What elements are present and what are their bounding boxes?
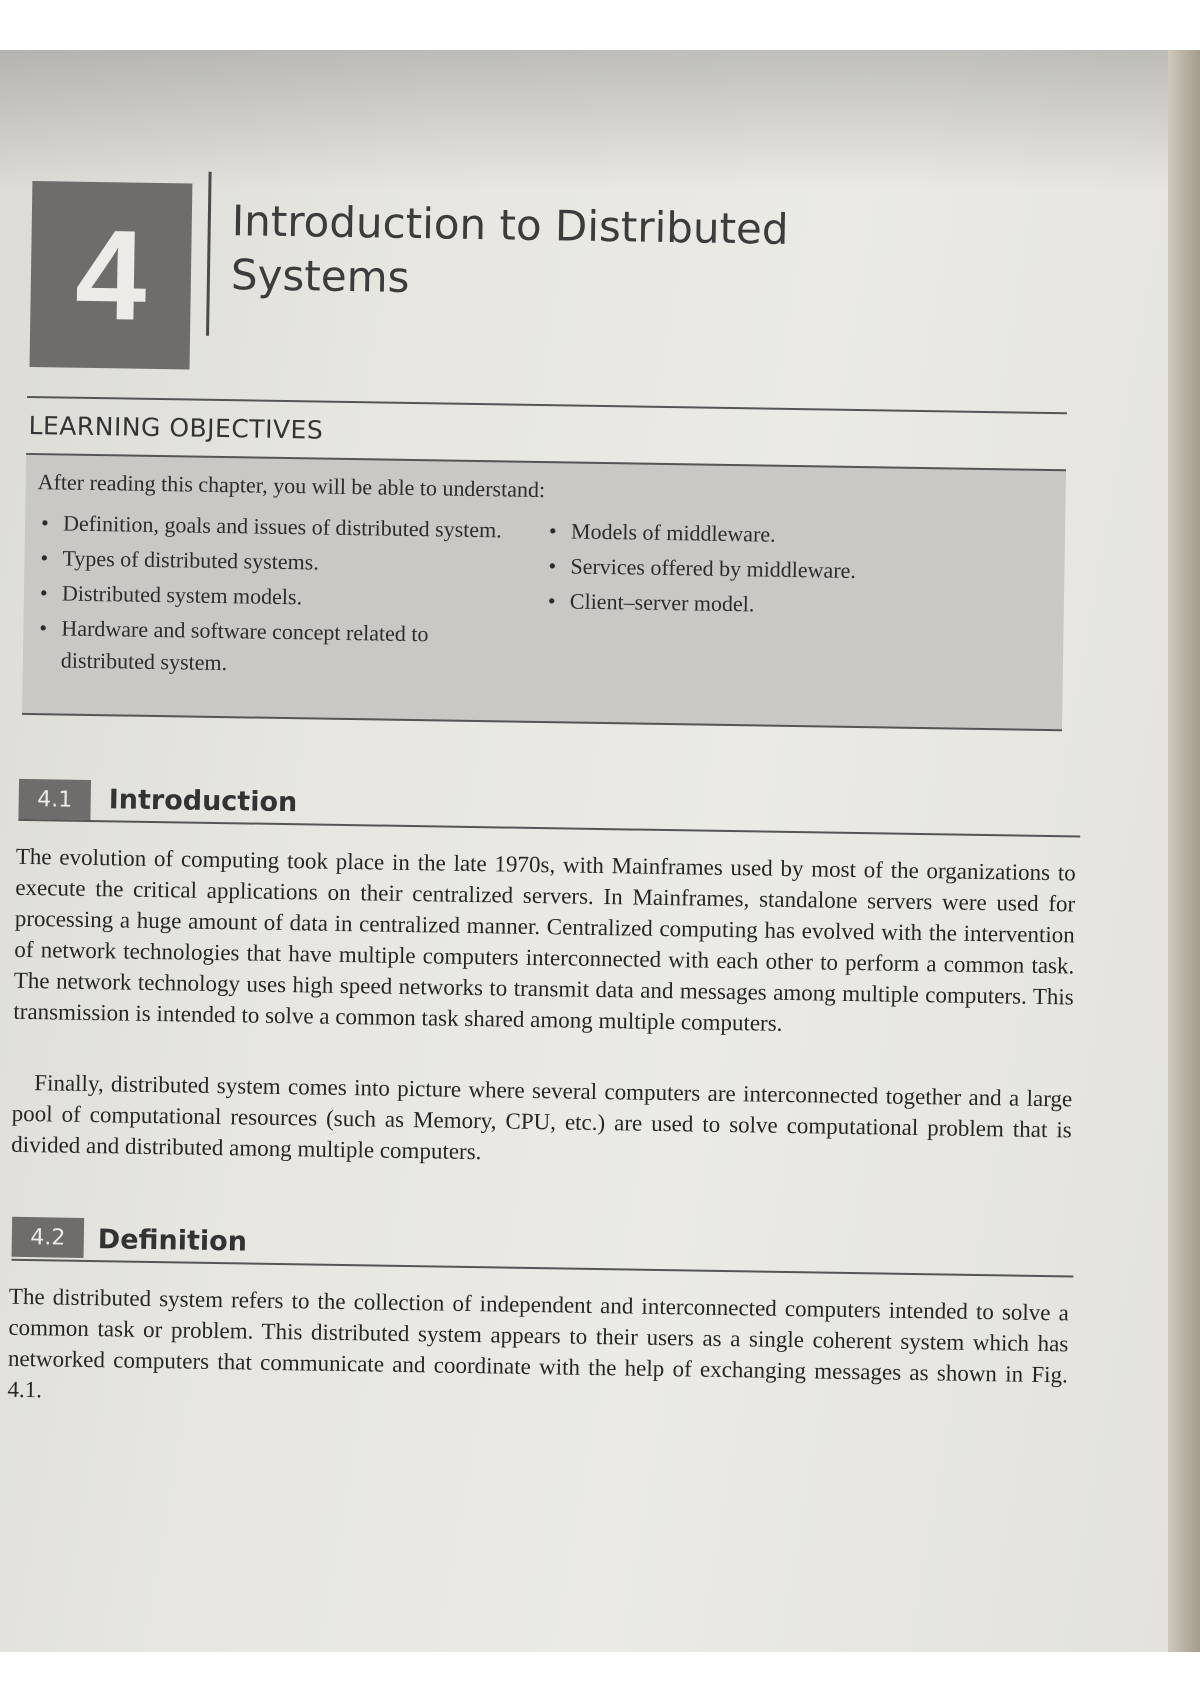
page-edge (1168, 50, 1200, 1652)
section-rule (11, 1259, 1073, 1278)
objective-item: • Services offered by middleware. (546, 550, 1046, 590)
book-page (0, 50, 1178, 1652)
objectives-list-right (546, 515, 1048, 628)
section-title: Introduction (108, 784, 298, 819)
objectives-intro: After reading this chapter, you will be able to understand: (37, 469, 546, 503)
section-number: 4.1 (18, 779, 91, 820)
objectives-top-rule (27, 396, 1067, 414)
section-number: 4.2 (12, 1217, 85, 1258)
section-body (7, 1281, 1069, 1422)
objectives-box (22, 453, 1066, 731)
section-body (11, 1067, 1072, 1177)
objectives-list-left (37, 507, 520, 687)
paragraph: The evolution of computing took place in the late 1970s, with Mainframes used by most of the organizations to execute the critical applications on their centralized servers. In Mainframes, standalone servers were used for processing a huge amount of data in centralized manner. Centralized computing has evolved with the intervention of network technologies that have multiple computers interconnected with each other to perform a common task. The network technology uses high speed networks to transmit data and messages among multiple computers. This transmission is intended to solve a common task shared among multiple computers. (13, 843, 1076, 1036)
objective-item: • Definition, goals and issues of distributed system. (39, 507, 519, 547)
objective-item: • Client–server model. (546, 585, 1046, 625)
objective-item: • Models of middleware. (547, 515, 1047, 555)
paragraph: The distributed system refers to the collection of independent and interconnected computers intended to solve a common task or problem. This distributed system appears to their users as a single coherent system which has networked computers that communicate and coordinate with the help of exchanging messages as shown in Fig. 4.1. (7, 1283, 1069, 1403)
objectives-heading: LEARNING OBJECTIVES (28, 410, 324, 445)
objective-item: • Distributed system models. (38, 577, 518, 617)
paragraph: Finally, distributed system comes into picture where several computers are interconnected together and a large pool of computational resources (such as Memory, CPU, etc.) are used to solve computational problem that is divided and distributed among multiple computers. (11, 1070, 1073, 1165)
chapter-title: Introduction to Distributed Systems (230, 196, 789, 302)
objective-item: • Types of distributed systems. (38, 542, 518, 582)
section-title: Definition (97, 1224, 248, 1258)
page-content (0, 50, 1178, 1652)
chapter-number: 4 (30, 181, 193, 369)
chapter-divider (206, 172, 212, 336)
section-rule (18, 819, 1080, 838)
section-body (13, 841, 1076, 1044)
objective-item: • Hardware and software concept related to distributed system. (37, 612, 518, 684)
